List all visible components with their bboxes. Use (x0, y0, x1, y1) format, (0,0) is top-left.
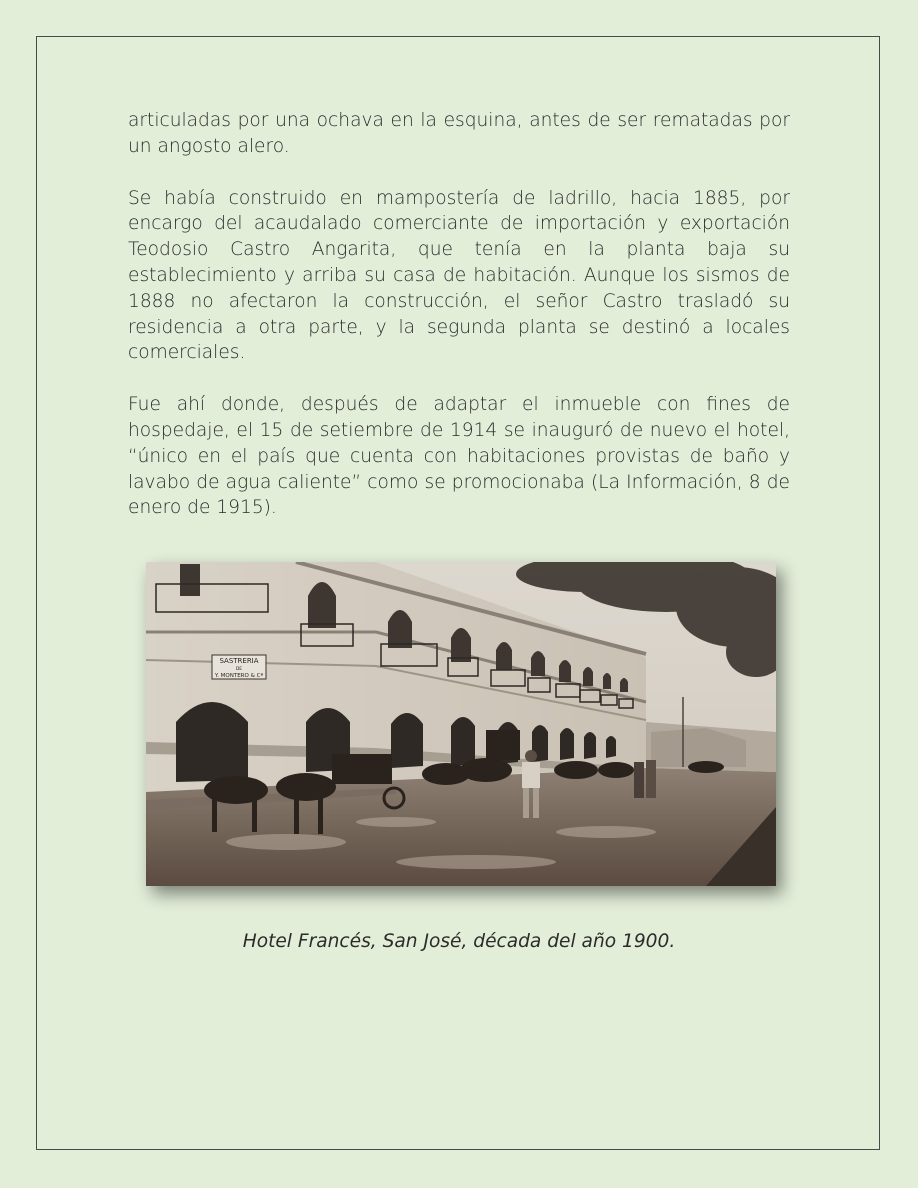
shop-sign-line-1: SASTRERIA (219, 657, 259, 665)
shop-sign-line-3: Y. MONTERO & Cª (214, 673, 264, 679)
paragraph-1: articuladas por una ochava en la esquina, antes de ser rematadas por un angosto alero. (128, 110, 790, 157)
photo-caption: Hotel Francés, San José, década del año 1900. (242, 931, 676, 952)
body-text (128, 108, 790, 547)
historic-photo (146, 562, 776, 886)
shop-sign-line-2: DE (235, 667, 243, 672)
paragraph-2: Se había construido en mampostería de ladrillo, hacia 1885, por encargo del acaudalado comerciante de importación y exportación Teodosio Castro Angarita, que tenía en la planta baja su establecimiento y arriba su casa de habitación. Aunque los sismos de 1888 no afectaron la construcción, el señor Castro trasladó su residencia a otra parte, y la segunda planta se destinó a locales comerciales. (128, 187, 790, 364)
paragraph-3: Fue ahí donde, después de adaptar el inmueble con fines de hospedaje, el 15 de setiembre de 1914 se inauguró de nuevo el hotel, “único en el país que cuenta con habitaciones provistas de baño y lavabo de agua caliente” como se promocionaba (La Información, 8 de enero de 1915). (128, 394, 790, 519)
